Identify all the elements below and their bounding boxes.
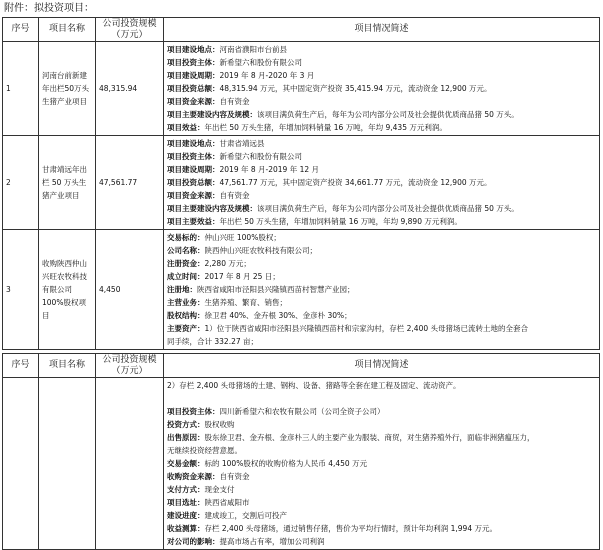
detail-key: 项目投资主体： (167, 407, 220, 416)
detail-line (167, 283, 596, 296)
detail-value: 甘肃省靖远县 (219, 139, 265, 148)
detail-line (167, 405, 596, 418)
header-seq: 序号 (3, 354, 39, 378)
detail-line (167, 418, 596, 431)
detail-line (167, 431, 596, 444)
detail-line (167, 379, 596, 392)
detail-value: 该项目满负荷生产后，每年为公司内部分公司及社会提供优质商品猪 50 万头。 (257, 204, 519, 213)
detail-line (167, 522, 596, 535)
detail-key: 项目投资总额： (167, 84, 220, 93)
detail-line (167, 457, 596, 470)
detail-line (167, 270, 596, 283)
detail-value: 同手续，合计 332.27 亩； (167, 337, 259, 346)
investment-table-continued (2, 353, 600, 550)
detail-value: 2017 年 8 月 25 日； (204, 272, 280, 281)
detail-line (167, 108, 596, 121)
detail-value: 四川新希望六和农牧有限公司（公司全资子公司） (219, 407, 385, 416)
detail-key: 项目资金来源： (167, 191, 220, 200)
detail-line (167, 322, 596, 335)
detail-line (167, 231, 596, 244)
row-details (164, 42, 600, 136)
table-row (3, 42, 600, 136)
detail-line (167, 176, 596, 189)
detail-value: 2）存栏 2,400 头母猪场的土建、钢构、设备、猪路等全套在建工程及固定、流动资产。 (167, 381, 461, 390)
detail-key: 出售原因： (167, 433, 205, 442)
row-name: 收购陕西仲山兴旺农牧科技有限公司100%股权项目 (39, 230, 96, 350)
detail-value: 新希望六和股份有限公司 (219, 58, 302, 67)
detail-key: 项目建设周期： (167, 165, 220, 174)
detail-key: 项目选址： (167, 498, 205, 507)
detail-line (167, 82, 596, 95)
detail-line (167, 309, 596, 322)
header-amount: 公司投资规模 （万元） (96, 354, 164, 378)
detail-key: 项目主要建设内容及规模： (167, 204, 257, 213)
detail-value: 该项目满负荷生产后，每年为公司内部分公司及社会提供优质商品猪 50 万头。 (257, 110, 519, 119)
detail-value: 自有资金 (219, 191, 250, 200)
detail-line (167, 202, 596, 215)
table-row (3, 230, 600, 350)
detail-value: 1）位于陕西省咸阳市泾阳县兴隆镇西苗村和宗家沟村，存栏 2,400 头母猪场已流转土地的全套合 (204, 324, 529, 333)
detail-line (167, 56, 596, 69)
detail-value: 建成竣工，交割后可投产 (204, 511, 287, 520)
detail-key: 项目投资主体： (167, 152, 220, 161)
header-name: 项目名称 (39, 18, 96, 42)
detail-value: 仲山兴旺 100%股权； (204, 233, 281, 242)
detail-key: 项目资金来源： (167, 97, 220, 106)
detail-key: 主要资产： (167, 324, 205, 333)
detail-line (167, 163, 596, 176)
detail-value: 股权收购 (204, 420, 235, 429)
detail-line (167, 43, 596, 56)
detail-line (167, 296, 596, 309)
row-name: 河南台前新建年出栏50万头生猪产业项目 (39, 42, 96, 136)
header-amount: 公司投资规模 （万元） (96, 18, 164, 42)
detail-line (167, 257, 596, 270)
row-details (164, 230, 600, 350)
header-seq: 序号 (3, 18, 39, 42)
detail-value: 48,315.94 万元，其中固定资产投资 35,415.94 万元，流动资金 12,900 万元。 (219, 84, 492, 93)
detail-key: 投资方式： (167, 420, 205, 429)
detail-line (167, 137, 596, 150)
detail-line (167, 392, 596, 405)
detail-value: 2019 年 8 月-2020 年 3 月 (219, 71, 315, 80)
detail-value: 存栏 2,400 头母猪场，通过销售仔猪，售价为平均行情时，预计年均利润 1,994 万元。 (204, 524, 497, 533)
detail-value: 无继续投资经营意愿。 (167, 446, 242, 455)
detail-value: 2019 年 8 月-2019 年 12 月 (219, 165, 319, 174)
table-row (3, 378, 600, 550)
detail-key: 项目建设周期： (167, 71, 220, 80)
row-amount: 48,315.94 (96, 42, 164, 136)
detail-line (167, 335, 596, 348)
header-desc: 项目情况简述 (164, 354, 600, 378)
table-header-row (3, 18, 600, 42)
detail-value: 现金支付 (204, 485, 235, 494)
detail-line (167, 509, 596, 522)
detail-line (167, 483, 596, 496)
detail-value: 河南省濮阳市台前县 (219, 45, 287, 54)
detail-value: 自有资金 (219, 472, 250, 481)
detail-line (167, 189, 596, 202)
detail-key: 项目主要建设内容及规模： (167, 110, 257, 119)
row-seq-empty (3, 378, 39, 550)
detail-value: 标的 100%股权的收购价格为人民币 4,450 万元 (204, 459, 368, 468)
table-row (3, 136, 600, 230)
detail-line (167, 121, 596, 134)
detail-key: 项目主要效益： (167, 217, 220, 226)
detail-key: 项目建设地点： (167, 45, 220, 54)
detail-key: 主营业务： (167, 298, 205, 307)
row-amount-empty (96, 378, 164, 550)
detail-line (167, 215, 596, 228)
document-caption: 附件：拟投资项目： (4, 3, 94, 14)
detail-value: 新希望六和股份有限公司 (219, 152, 302, 161)
row-name-empty (39, 378, 96, 550)
row-seq: 3 (3, 230, 39, 350)
header-name: 项目名称 (39, 354, 96, 378)
detail-key: 交易金额： (167, 459, 205, 468)
detail-value: 股东徐卫君、金卉根、金彦朴三人的主要产业为服装、商贸，对生猪养殖外行，面临非洲猪瘟压力， (204, 433, 535, 442)
detail-line (167, 470, 596, 483)
row-seq: 1 (3, 42, 39, 136)
row-name: 甘肃靖远年出栏 50 万头生猪产业项目 (39, 136, 96, 230)
detail-key: 项目建设地点： (167, 139, 220, 148)
detail-line (167, 496, 596, 509)
row-amount: 4,450 (96, 230, 164, 350)
row-details (164, 136, 600, 230)
detail-value: 47,561.77 万元，其中固定资产投资 34,661.77 万元，流动资金 12,900 万元。 (219, 178, 492, 187)
detail-key: 收购资金来源： (167, 472, 220, 481)
detail-key: 支付方式： (167, 485, 205, 494)
detail-value: 徐卫君 40%、金卉根 30%、金彦朴 30%； (204, 311, 352, 320)
detail-key: 注册地： (167, 285, 197, 294)
detail-line (167, 95, 596, 108)
detail-key: 公司名称： (167, 246, 205, 255)
detail-key: 成立时间： (167, 272, 205, 281)
row-details (164, 378, 600, 550)
row-amount: 47,561.77 (96, 136, 164, 230)
detail-value: 自有资金 (219, 97, 250, 106)
detail-key: 收益测算： (167, 524, 205, 533)
table-header-row (3, 354, 600, 378)
detail-value: 年出栏 50 万头生猪，年增加饲料销量 16 万吨，年均 9,435 万元利润。 (204, 123, 447, 132)
detail-value: 年出栏 50 万头生猪，年增加饲料销量 16 万吨，年均 9,890 万元利润。 (219, 217, 462, 226)
detail-key: 项目投资主体： (167, 58, 220, 67)
detail-line (167, 444, 596, 457)
detail-key: 项目投资总额： (167, 178, 220, 187)
investment-table (2, 17, 600, 350)
detail-value: 生猪养殖、繁育、销售； (204, 298, 287, 307)
detail-line (167, 535, 596, 548)
detail-value: 提高市场占有率，增加公司利润 (219, 537, 325, 546)
header-desc: 项目情况简述 (164, 18, 600, 42)
detail-value: 2,280 万元； (204, 259, 251, 268)
detail-value: 陕西省咸阳市泾阳县兴隆镇西苗村智慧产业园； (197, 285, 355, 294)
detail-value: 陕西仲山兴旺农牧科技有限公司； (204, 246, 317, 255)
detail-line (167, 150, 596, 163)
detail-key: 建设进度： (167, 511, 205, 520)
detail-line (167, 69, 596, 82)
detail-key: 对公司的影响： (167, 537, 220, 546)
detail-key: 交易标的： (167, 233, 205, 242)
detail-key: 注册资金： (167, 259, 205, 268)
row-seq: 2 (3, 136, 39, 230)
detail-key: 项目效益： (167, 123, 205, 132)
detail-line (167, 244, 596, 257)
detail-key: 股权结构： (167, 311, 205, 320)
detail-value: 陕西省咸阳市 (204, 498, 250, 507)
